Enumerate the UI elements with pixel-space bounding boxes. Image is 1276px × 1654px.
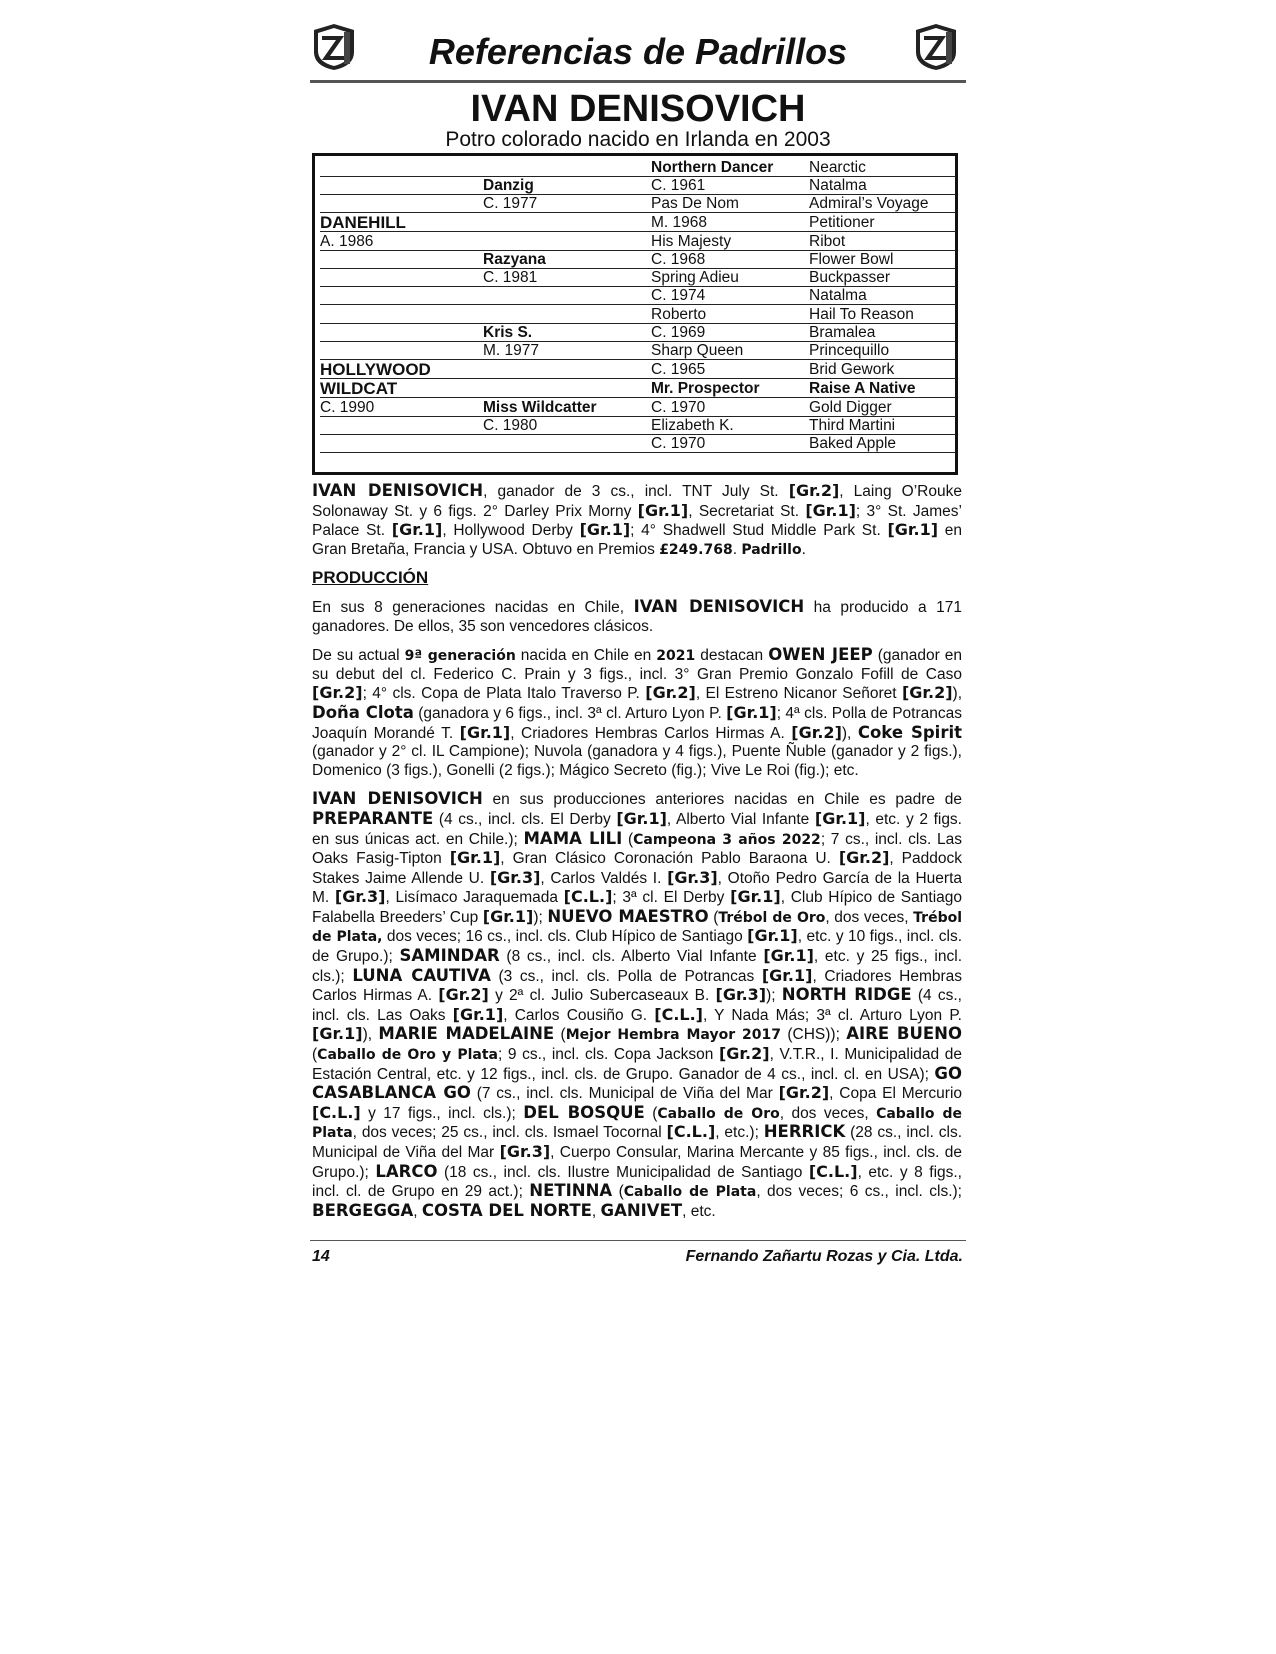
pedigree-cell [320,306,483,324]
pedigree-cell: A. 1986 [320,233,483,251]
pedigree-cell: C. 1961 [651,177,809,195]
pedigree-cell: C. 1977 [483,195,651,213]
pedigree-cell: WILDCAT [320,380,483,398]
pedigree-cell: Roberto [651,306,809,324]
section-title-produccion: PRODUCCIÓN [312,568,429,588]
footer-company: Fernando Zañartu Rozas y Cia. Ltda. [685,1248,963,1265]
pedigree-cell [320,159,483,177]
pedigree-row [320,195,950,214]
pedigree-cell: C. 1974 [651,287,809,305]
pedigree-cell: Baked Apple [809,435,956,453]
pedigree-row [320,324,950,343]
pedigree-cell: HOLLYWOOD [320,361,483,379]
pedigree-row [320,251,950,270]
pedigree-cell [483,214,651,232]
pedigree-cell: M. 1977 [483,342,651,360]
description-body [312,482,962,1231]
pedigree-cell: C. 1980 [483,417,651,435]
pedigree-cell [320,195,483,213]
pedigree-cell [320,287,483,305]
pedigree-cell: C. 1970 [651,435,809,453]
pedigree-cell: Bramalea [809,324,956,342]
pedigree-row [320,342,950,361]
pedigree-cell [320,435,483,453]
pedigree-cell: Flower Bowl [809,251,956,269]
production-summary-paragraph: En sus 8 generaciones nacidas en Chile, IVAN DENISOVICH ha producido a 171 ganadores. De ellos, 35 son vencedores clásicos. [312,596,962,635]
header-divider [310,80,966,83]
racing-record-paragraph: IVAN DENISOVICH, ganador de 3 cs., incl. TNT July St. [Gr.2], Laing O’Rouke Solonaway St. y 6 figs. 2° Darley Prix Morny [Gr.1], Secretariat St. [Gr.1]; 3° St. James’ Palace St. [Gr.1], Hollywood Derby [Gr.1]; 4° Shadwell Stud Middle Park St. [Gr.1] en Gran Bretaña, Francia y USA. Obtuvo en Premios £249.768. Padrillo. [312,481,962,558]
pedigree-cell [483,361,651,379]
pedigree-cell: Gold Digger [809,399,956,417]
pedigree-cell: Petitioner [809,214,956,232]
pedigree-cell: Razyana [483,251,651,269]
pedigree-cell: C. 1968 [651,251,809,269]
pedigree-cell: Ribot [809,233,956,251]
footer-divider [310,1240,966,1241]
current-generation-paragraph: De su actual 9ª generación nacida en Chile en 2021 destacan OWEN JEEP (ganador en su debut del cl. Federico C. Prain y 3 figs., incl. 3° Gran Premio Gonzalo Fofill de Caso [Gr.2]; 4° cls. Copa de Plata Italo Traverso P. [Gr.2], El Estreno Nicanor Señoret [Gr.2]), Doña Clota (ganadora y 6 figs., incl. 3ª cl. Arturo Lyon P. [Gr.1]; 4ª cls. Polla de Potrancas Joaquín Morandé T. [Gr.1], Criadores Hembras Carlos Hirmas A. [Gr.2]), Coke Spirit (ganador y 2° cl. IL Campione); Nuvola (ganadora y 4 figs.), Puente Ñuble (ganador y 2 figs.), Domenico (3 figs.), Gonelli (2 figs.); Mágico Secreto (fig.); Vive Le Roi (fig.); etc. [312,645,963,779]
pedigree-cell [483,287,651,305]
pedigree-cell: C. 1981 [483,269,651,287]
pedigree-cell: Princequillo [809,342,956,360]
pedigree-cell: Mr. Prospector [651,380,809,398]
pedigree-cell: DANEHILL [320,214,483,232]
pedigree-row [320,269,950,288]
pedigree-row [320,233,950,252]
pedigree-cell [483,233,651,251]
pedigree-cell [320,177,483,195]
pedigree-cell [483,435,651,453]
pedigree-cell: Admiral’s Voyage [809,195,956,213]
pedigree-cell: Natalma [809,287,956,305]
pedigree-cell [320,417,483,435]
pedigree-cell: Elizabeth K. [651,417,809,435]
pedigree-cell: Natalma [809,177,956,195]
pedigree-row [320,214,950,233]
pedigree-row [320,361,950,380]
pedigree-cell: Danzig [483,177,651,195]
pedigree-cell: Northern Dancer [651,159,809,177]
pedigree-cell [483,159,651,177]
pedigree-row [320,159,950,178]
pedigree-cell [320,251,483,269]
pedigree-row [320,417,950,436]
pedigree-cell [320,269,483,287]
pedigree-cell: Spring Adieu [651,269,809,287]
pedigree-cell: Pas De Nom [651,195,809,213]
pedigree-row [320,380,950,399]
pedigree-cell: Sharp Queen [651,342,809,360]
pedigree-cell: C. 1965 [651,361,809,379]
horse-name-inline: IVAN DENISOVICH [312,481,484,500]
pedigree-cell: Buckpasser [809,269,956,287]
page-header-title: Referencias de Padrillos [428,31,848,72]
horse-subtitle: Potro colorado nacido en Irlanda en 2003 [445,128,831,151]
pedigree-cell: Miss Wildcatter [483,399,651,417]
pedigree-cell: C. 1969 [651,324,809,342]
pedigree-cell: Nearctic [809,159,956,177]
pedigree-cell: His Majesty [651,233,809,251]
pedigree-cell: C. 1970 [651,399,809,417]
pedigree-cell: Brid Gework [809,361,956,379]
pedigree-row [320,306,950,325]
pedigree-cell: C. 1990 [320,399,483,417]
pedigree-row [320,177,950,196]
pedigree-row [320,287,950,306]
pedigree-row [320,399,950,418]
pedigree-cell: Kris S. [483,324,651,342]
pedigree-cell: M. 1968 [651,214,809,232]
pedigree-cell: Hail To Reason [809,306,956,324]
pedigree-cell: Raise A Native [809,380,956,398]
previous-productions-paragraph: IVAN DENISOVICH en sus producciones anteriores nacidas en Chile es padre de PREPARANTE (4 cs., incl. cls. El Derby [Gr.1], Alberto Vial Infante [Gr.1], etc. y 2 figs. en sus únicas act. en Chile.); MAMA LILI (Campeona 3 años 2022; 7 cs., incl. cls. Las Oaks Fasig-Tipton [Gr.1], Gran Clásico Coronación Pablo Baraona U. [Gr.2], Paddock Stakes Jaime Allende U. [Gr.3], Carlos Valdés I. [Gr.3], Otoño Pedro García de la Huerta M. [Gr.3], Lisímaco Jaraquemada [C.L.]; 3ª cl. El Derby [Gr.1], Club Hípico de Santiago Falabella Breeders’ Cup [Gr.1]); NUEVO MAESTRO (Trébol de Oro, dos veces, Trébol de Plata, dos veces; 16 cs., incl. cls. Club Hípico de Santiago [Gr.1], etc. y 10 figs., incl. cls. de Grupo.); SAMINDAR (8 cs., incl. cls. Alberto Vial Infante [Gr.1], etc. y 25 figs., incl. cls.); LUNA CAUTIVA (3 cs., incl. cls. Polla de Potrancas [Gr.1], Criadores Hembras Carlos Hirmas A. [Gr.2] y 2ª cl. Julio Subercaseaux B. [Gr.3]); NORTH RIDGE (4 cs., incl. cls. Las Oaks [Gr.1], Carlos Cousiño G. [C.L.], Y Nada Más; 3ª cl. Arturo Lyon P. [Gr.1]), MARIE MADELAINE (Mejor Hembra Mayor 2017 (CHS)); AIRE BUENO (Caballo de Oro y Plata; 9 cs., incl. cls. Copa Jackson [Gr.2], V.T.R., I. Municipalidad de Estación Central, etc. y 12 figs., incl. cls. de Grupo. Ganador de 4 cs., incl. cl. en USA); GO CASABLANCA GO (7 cs., incl. cls. Municipal de Viña del Mar [Gr.2], Copa El Mercurio [C.L.] y 17 figs., incl. cls.); DEL BOSQUE (Caballo de Oro, dos veces, Caballo de Plata, dos veces; 25 cs., incl. cls. Ismael Tocornal [C.L.], etc.); HERRICK (28 cs., incl. cls. Municipal de Viña del Mar [Gr.3], Cuerpo Consular, Marina Mercante y 85 figs., incl. cls. de Grupo.); LARCO (18 cs., incl. cls. Ilustre Municipalidad de Santiago [C.L.], etc. y 8 figs., incl. cl. de Grupo en 29 act.); NETINNA (Caballo de Plata, dos veces; 6 cs., incl. cls.); BERGEGGA, COSTA DEL NORTE, GANIVET, etc. [312,789,963,1220]
pedigree-table [312,153,958,475]
pedigree-cell [483,380,651,398]
pedigree-cell [320,342,483,360]
horse-name: IVAN DENISOVICH [470,88,806,130]
pedigree-cell: Third Martini [809,417,956,435]
pedigree-cell [483,306,651,324]
page-number: 14 [312,1248,330,1265]
pedigree-cell [320,324,483,342]
pedigree-row [320,435,950,454]
